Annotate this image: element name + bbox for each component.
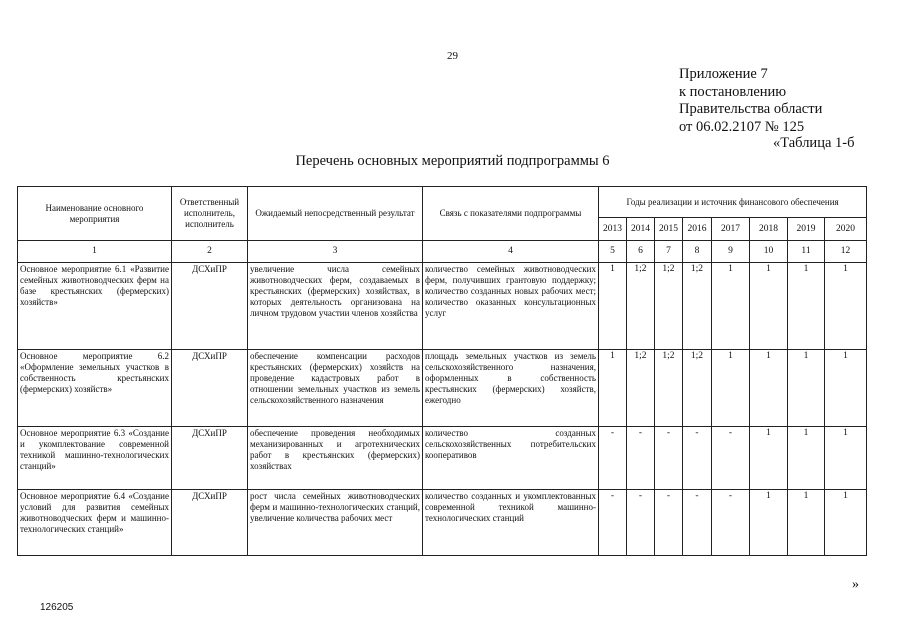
activity-name: Основное мероприятие 6.1 «Развитие семейных животноводческих ферм на базе крестьянских (фермерских) хозяйств» (18, 263, 172, 350)
table-row (18, 427, 867, 490)
year-value: 1;2 (627, 263, 655, 350)
table-row (18, 490, 867, 556)
document-title: Перечень основных мероприятий подпрограммы 6 (295, 153, 610, 169)
activity-result: увеличение числа семейных животноводческих ферм, создаваемых в крестьянских (фермерских) хозяйствах, в которых деятельность организована на личном трудовом участии членов хозяйства (248, 263, 423, 350)
header-years-group: Годы реализации и источник финансового обеспечения (599, 187, 867, 218)
year-value: - (683, 427, 712, 490)
column-number: 12 (825, 241, 867, 263)
column-number: 3 (248, 241, 423, 263)
header-executor: Ответственный исполнитель, исполнитель (172, 187, 248, 241)
year-value: 1 (788, 263, 825, 350)
year-value: 1 (712, 263, 750, 350)
column-number: 9 (712, 241, 750, 263)
activity-result: рост числа семейных животноводческих ферм и машинно-технологических станций, увеличение количества рабочих мест (248, 490, 423, 556)
header-result: Ожидаемый непосредственный результат (248, 187, 423, 241)
activities-table (17, 186, 867, 556)
year-value: - (599, 490, 627, 556)
header-name: Наименование основного мероприятия (18, 187, 172, 241)
year-value: 1 (712, 350, 750, 427)
year-value: 1 (750, 263, 788, 350)
column-number: 1 (18, 241, 172, 263)
appendix-line: Правительства области (679, 101, 823, 117)
year-value: 1;2 (627, 350, 655, 427)
activity-indicator-link: количество созданных и укомплектованных современной техникой машинно-технологических станций (423, 490, 599, 556)
year-value: - (712, 427, 750, 490)
year-header: 2016 (683, 218, 712, 241)
year-value: 1 (750, 427, 788, 490)
year-value: 1 (788, 350, 825, 427)
column-number: 5 (599, 241, 627, 263)
year-header: 2018 (750, 218, 788, 241)
year-value: 1 (788, 427, 825, 490)
page-number: 29 (447, 50, 458, 62)
appendix-block (679, 66, 822, 136)
year-value: 1 (825, 263, 867, 350)
column-number: 11 (788, 241, 825, 263)
year-header: 2017 (712, 218, 750, 241)
year-value: 1 (750, 350, 788, 427)
year-value: 1;2 (683, 350, 712, 427)
activity-name: Основное мероприятие 6.4 «Создание условий для развития семейных животноводческих ферм и машинно-технологических станций» (18, 490, 172, 556)
activity-executor: ДСХиПР (172, 427, 248, 490)
activity-name: Основное мероприятие 6.2 «Оформление земельных участков в собственность крестьянских (фермерских) хозяйств» (18, 350, 172, 427)
year-value: 1;2 (655, 350, 683, 427)
column-number: 7 (655, 241, 683, 263)
year-value: 1 (825, 350, 867, 427)
year-value: - (655, 490, 683, 556)
year-value: - (712, 490, 750, 556)
activity-result: обеспечение компенсации расходов крестьянских (фермерских) хозяйств на проведение кадастровых работ в отношении земельных участков из земель сельскохозяйственного назначения (248, 350, 423, 427)
year-value: 1;2 (683, 263, 712, 350)
table-row (18, 350, 867, 427)
year-value: - (655, 427, 683, 490)
year-value: - (627, 427, 655, 490)
year-header: 2015 (655, 218, 683, 241)
column-number: 6 (627, 241, 655, 263)
year-header: 2020 (825, 218, 867, 241)
activity-indicator-link: количество семейных животноводческих ферм, получивших грантовую поддержку; количество созданных новых рабочих мест; количество оказанных консультационных услуг (423, 263, 599, 350)
year-value: 1 (825, 490, 867, 556)
year-value: 1 (750, 490, 788, 556)
column-number: 2 (172, 241, 248, 263)
year-header: 2013 (599, 218, 627, 241)
year-value: 1 (825, 427, 867, 490)
year-value: 1;2 (655, 263, 683, 350)
year-value: 1 (788, 490, 825, 556)
year-value: - (599, 427, 627, 490)
year-header: 2014 (627, 218, 655, 241)
column-number: 8 (683, 241, 712, 263)
activity-indicator-link: площадь земельных участков из земель сельскохозяйственного назначения, оформленных в собственность крестьянских (фермерских) хозяйств, ежегодно (423, 350, 599, 427)
year-value: - (683, 490, 712, 556)
appendix-line: Приложение 7 (679, 66, 768, 82)
year-header: 2019 (788, 218, 825, 241)
activity-executor: ДСХиПР (172, 490, 248, 556)
column-number: 10 (750, 241, 788, 263)
document-code: 126205 (40, 602, 74, 613)
header-link: Связь с показателями подпрограммы (423, 187, 599, 241)
header-row (18, 187, 867, 218)
activity-result: обеспечение проведения необходимых механизированных и агротехнических работ в крестьянских (фермерских) хозяйствах (248, 427, 423, 490)
table-label: «Таблица 1-б (773, 135, 855, 151)
activity-indicator-link: количество созданных сельскохозяйственных потребительских кооперативов (423, 427, 599, 490)
activity-name: Основное мероприятие 6.3 «Создание и укомплектование современной техникой машинно-технологических станций» (18, 427, 172, 490)
column-numbers-row (18, 241, 867, 263)
closing-quote: » (852, 577, 859, 592)
activity-executor: ДСХиПР (172, 350, 248, 427)
table-row (18, 263, 867, 350)
appendix-line: от 06.02.2107 № 125 (679, 118, 805, 135)
appendix-line: к постановлению (679, 83, 787, 100)
year-value: 1 (599, 350, 627, 427)
year-value: - (627, 490, 655, 556)
year-value: 1 (599, 263, 627, 350)
column-number: 4 (423, 241, 599, 263)
activity-executor: ДСХиПР (172, 263, 248, 350)
